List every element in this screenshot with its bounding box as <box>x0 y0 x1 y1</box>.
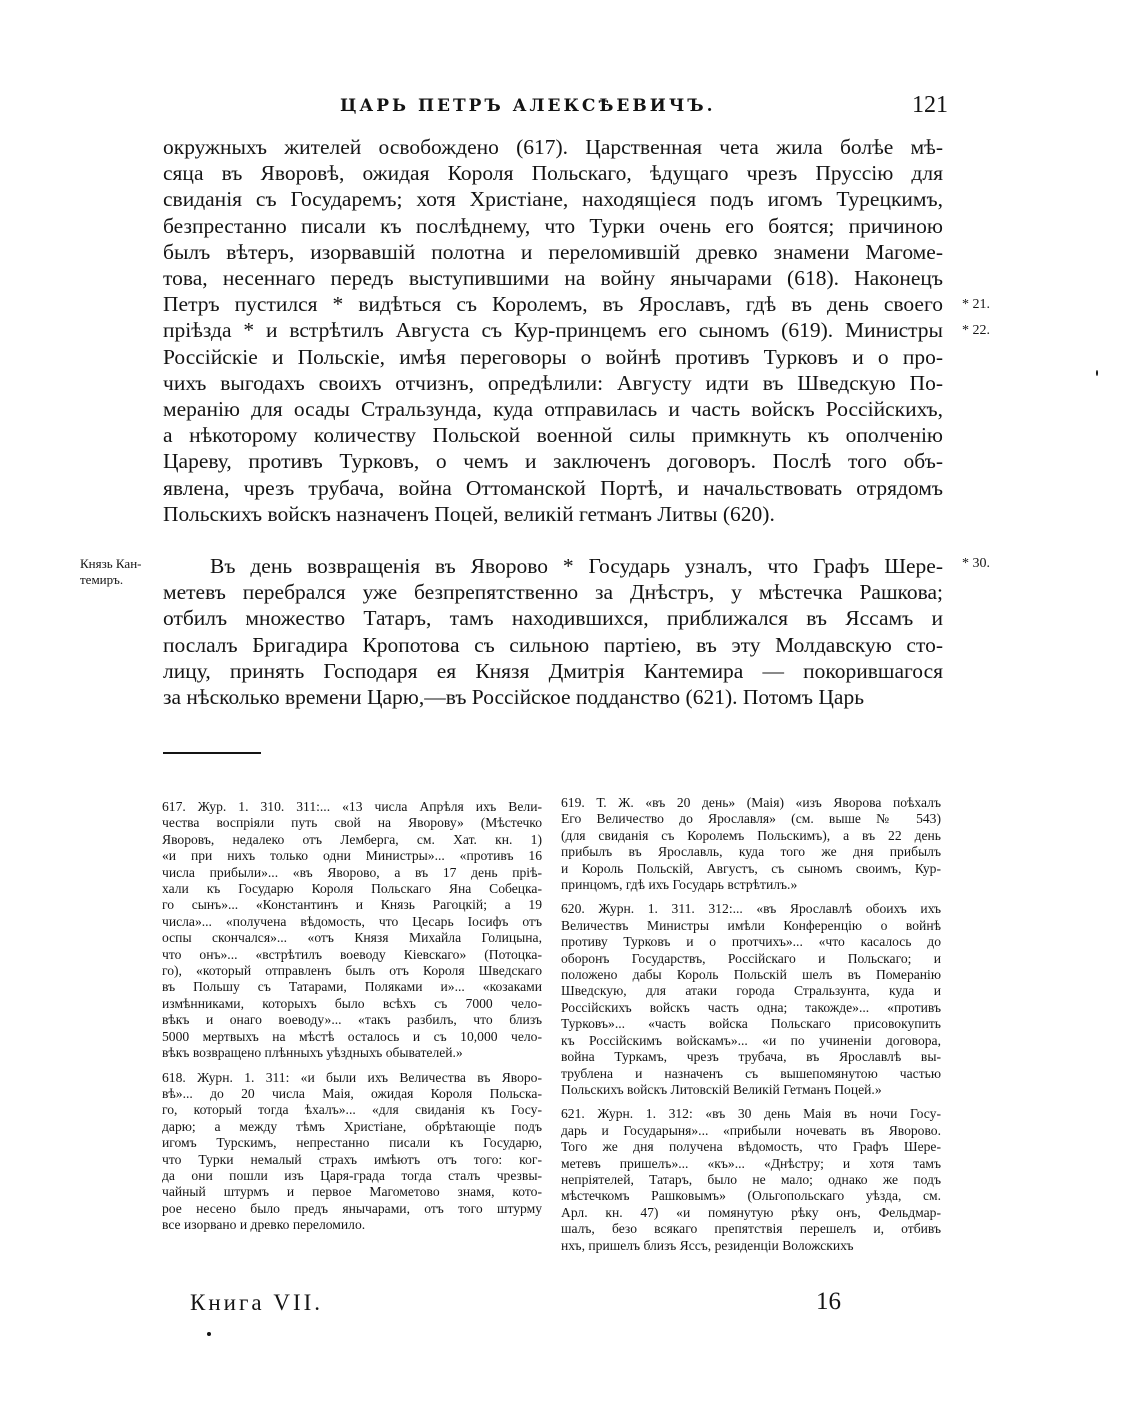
footnote-line: игомъ Турскимъ, непрестанно писали къ Государю, <box>162 1135 542 1151</box>
footnote-line: оспы скончался»... «отъ Князя Михайла Голицына, <box>162 930 542 946</box>
footnote-line: Яворовъ, недалеко отъ Лемберга, см. Хат. кн. 1) <box>162 831 542 847</box>
margin-ref-21: * 21. <box>962 297 990 312</box>
text-line: Цареву, противъ Турковъ, о чемъ и заключенъ договоръ. Послѣ того объ- <box>163 449 943 474</box>
side-note-line: темиръ. <box>80 572 124 587</box>
footnote-line: «и при нихъ только одни Министры»... «противъ 16 <box>162 848 542 864</box>
footnote-line: Того же дня получена вѣдомость, что Графъ Шере- <box>561 1139 941 1155</box>
margin-ref-30: * 30. <box>962 556 990 571</box>
footnote-line: числа прибыли»... «въ Яворово, а въ 17 день пріѣ- <box>162 864 542 880</box>
footnote-line: измѣнниками, которыхъ было всѣхъ съ 7000 чело- <box>162 995 542 1011</box>
text-line: явлена, чрезъ трубача, война Оттоманской Портѣ, и начальствовать отрядомъ <box>163 475 943 500</box>
footnote-line: что Турки немалый страхъ имѣютъ отъ того: ког- <box>162 1151 542 1167</box>
text-line: Петръ пустился * видѣться съ Королемъ, въ Ярославъ, гдѣ въ день своего <box>163 292 943 317</box>
text-line: а нѣкоторому количеству Польской военной силы примкнуть къ ополченію <box>163 423 943 448</box>
footnote-line: мѣстечкомъ Рашковымъ» (Ольгопольскаго уѣзда, см. <box>561 1188 941 1204</box>
marginal-note-kantemir <box>80 556 164 588</box>
footnote-line: вѣ»... до 20 числа Маія, ожидая Короля Польска- <box>162 1085 542 1101</box>
footnote-line: вѣкъ и онаго воеводу»... «такъ разбилъ, что близъ <box>162 1012 542 1028</box>
footnote <box>561 795 941 893</box>
footnote-line: Шведскую, для атаки города Стральзунта, куда и <box>561 983 941 999</box>
footnote-line: 617. Жур. 1. 310. 311:... «13 числа Апрѣля ихъ Вели- <box>162 799 542 814</box>
footnote-line: что онъ»... «встрѣтилъ воеводу Кіевскаго» (Потоцка- <box>162 946 542 962</box>
footnote-separator <box>163 752 261 754</box>
side-note-line: Князь Кан- <box>80 556 142 571</box>
footnote-line: 620. Журн. 1. 311. 312:... «въ Ярославлѣ обоихъ ихъ <box>561 901 941 917</box>
footnote <box>561 1106 941 1254</box>
footnote-line: Турковъ»... «часть войска Польскаго присовокупить <box>561 1016 941 1032</box>
text-line: Въ день возвращенія въ Яворово * Государь узналъ, что Графъ Шере- <box>210 554 943 578</box>
footnote-line: да они пошли изъ Царя-града тогда сталъ чрезвы- <box>162 1167 542 1183</box>
footnote-line: чества воспріяли путь свой на Яворову» (Мѣстечко <box>162 815 542 831</box>
footnote-line: 619. Т. Ж. «въ 20 день» (Маія) «изъ Яворова поѣхалъ <box>561 795 941 810</box>
text-line: пріѣзда * и встрѣтилъ Августа съ Кур-принцемъ его сыномъ (619). Министры <box>163 318 943 343</box>
page-number: 121 <box>912 92 948 118</box>
footnote-line: го, который тогда ѣхалъ»... «для свиданія къ Госу- <box>162 1102 542 1118</box>
footnote-line: Польскихъ войскъ Литовскій Великій Гетманъ Поцей.» <box>561 1081 882 1097</box>
footnote-line: Величествъ Министры имѣли Конференцію о войнѣ <box>561 917 941 933</box>
footnote-line: дарь и Государыня»... «прибыли ночевать въ Яворово. <box>561 1122 941 1138</box>
text-line: былъ вѣтеръ, изорвавшій полотна и переломившій древко знамени Магоме- <box>163 239 943 264</box>
footnotes-left-column <box>162 799 542 1242</box>
footnote-line: (для свиданія съ Королемъ Польскимъ), а въ 22 день <box>561 827 941 843</box>
book-label: Книга VII. <box>190 1290 324 1315</box>
footnotes-right-column <box>561 795 941 1262</box>
ink-speck <box>1096 370 1098 376</box>
text-line: лицу, принять Господаря ея Князя Дмитрія Кантемира — покорившагося <box>163 658 943 683</box>
text-line: отбилъ множество Татаръ, тамъ находившихся, приближался въ Яссамъ и <box>163 606 943 631</box>
text-line: чихъ выгодахъ своихъ отчизнъ, опредѣлили: Августу идти въ Шведскую По- <box>163 370 943 395</box>
paragraph-2 <box>163 553 943 710</box>
footnote <box>162 1070 542 1234</box>
sheet-number: 16 <box>816 1288 841 1315</box>
footnote-line: числа»... «получена вѣдомость, что Цесарь Іосифъ отъ <box>162 913 542 929</box>
footnote-line: шалъ, безо всякаго препятствія перешелъ и, отбивъ <box>561 1221 941 1237</box>
footnote-line: Россійскихъ войскъ часть одна; такожде»... «противъ <box>561 999 941 1015</box>
footnote-line: прибылъ въ Ярославль, куда того же дня прибылъ <box>561 844 941 860</box>
footnote-line: положено дабы Король Польскій шелъ въ Померанію <box>561 967 941 983</box>
footnote-line: война Туркамъ, чрезъ трубача, въ Ярославлѣ вы- <box>561 1049 941 1065</box>
footnote-line: непріятелей, Татаръ, было не мало; однако же подъ <box>561 1171 941 1187</box>
footnote-line: трублена и назначенъ съ вышепомянутою частью <box>561 1065 941 1081</box>
footnote-line: Его Величество до Ярославля» (см. выше № 543) <box>561 811 941 827</box>
text-line: метевъ перебрался уже безпрепятственно за Днѣстръ, у мѣстечка Рашкова; <box>163 580 943 605</box>
text-line: сяца въ Яворовѣ, ожидая Короля Польскаго, ѣдущаго чрезъ Пруссію для <box>163 161 943 186</box>
footnote-line: противу Турковъ и о протчихъ»... «что касалось до <box>561 934 941 950</box>
text-line: послалъ Бригадира Кропотова съ сильною партіею, въ эту Молдавскую сто- <box>163 632 943 657</box>
ink-speck <box>207 1332 211 1336</box>
running-title: ЦАРЬ ПЕТРЪ АЛЕКСѢЕВИЧЪ. <box>340 96 716 116</box>
text-line: Польскихъ войскъ назначенъ Поцей, великій гетманъ Литвы (620). <box>163 501 775 526</box>
footnote-line: принцомъ, гдѣ ихъ Государь встрѣтилъ.» <box>561 877 798 893</box>
footnote-line: 618. Журн. 1. 311: «и были ихъ Величества въ Яворо- <box>162 1069 542 1085</box>
footnote-line: чайный штурмъ и первое Магометово знамя, кото- <box>162 1184 542 1200</box>
text-line: безпрестанно писали къ послѣднему, что Турки очень его боятся; причиною <box>163 213 943 238</box>
footnote-line: къ Россійскимъ войскамъ»... «и по учиненіи договора, <box>561 1032 941 1048</box>
text-line: за нѣсколько времени Царю,—въ Россійское подданство (621). Потомъ Царь <box>163 685 865 710</box>
footnote-line: хали къ Государю Короля Польскаго Яна Собецка- <box>162 881 542 897</box>
footnote-line: оборонъ Государствъ, Россійскаго и Польскаго; и <box>561 950 941 966</box>
footnote-line: дарю; а между тѣмъ Христіане, обрѣтающіе подъ <box>162 1118 542 1134</box>
paragraph-1 <box>163 134 943 527</box>
text-line: Россійскіе и Польскіе, имѣя переговоры о войнѣ противъ Турковъ и о про- <box>163 344 943 369</box>
footnote-line: Арл. кн. 47) «и помянутую рѣку онъ, Фельдмар- <box>561 1204 941 1220</box>
margin-ref-22: * 22. <box>962 323 990 338</box>
footnote-line: го), «который отправленъ былъ отъ Короля Шведскаго <box>162 963 542 979</box>
footnote-line: 5000 мертвыхъ на мѣстѣ осталось и съ 10,000 чело- <box>162 1028 542 1044</box>
page-footer <box>0 1290 1140 1330</box>
footnote <box>162 799 542 1062</box>
footnote <box>561 901 941 1098</box>
footnote-line: го сынъ»... «Константинъ и Князь Рагоцкій; а 19 <box>162 897 542 913</box>
text-line: това, несеннаго передъ выступившими на войну янычарами (618). Наконецъ <box>163 266 943 291</box>
footnote-line: въ Польшу съ Татарами, Поляками и»... «козаками <box>162 979 542 995</box>
text-line: свиданія съ Государемъ; хотя Христіане, находящіеся подъ игомъ Турецкимъ, <box>163 187 943 212</box>
footnote-line: метевъ пришелъ»... «къ»... «Днѣстру; и хотя тамъ <box>561 1155 941 1171</box>
text-line: меранію для осады Стральзунда, куда отправилась и часть войскъ Россійскихъ, <box>163 397 943 422</box>
footnote-line: вѣкъ возвращено плѣнныхъ уѣздныхъ обывателей.» <box>162 1045 463 1061</box>
footnote-line: все изорвано и древко переломило. <box>162 1217 366 1233</box>
footnote-line: и Король Польскій, Августъ, съ сыномъ своимъ, Кур- <box>561 860 941 876</box>
footnote-line: рое несено было предъ янычарами, отъ того штурму <box>162 1200 542 1216</box>
text-line: окружныхъ жителей освобождено (617). Царственная чета жила болѣе мѣ- <box>163 135 943 159</box>
footnote-line: нхъ, пришелъ близъ Яссъ, резиденціи Воложскихъ <box>561 1237 854 1253</box>
footnote-line: 621. Журн. 1. 312: «въ 30 день Маія въ ночи Госу- <box>561 1106 941 1122</box>
page-header <box>0 92 1140 126</box>
